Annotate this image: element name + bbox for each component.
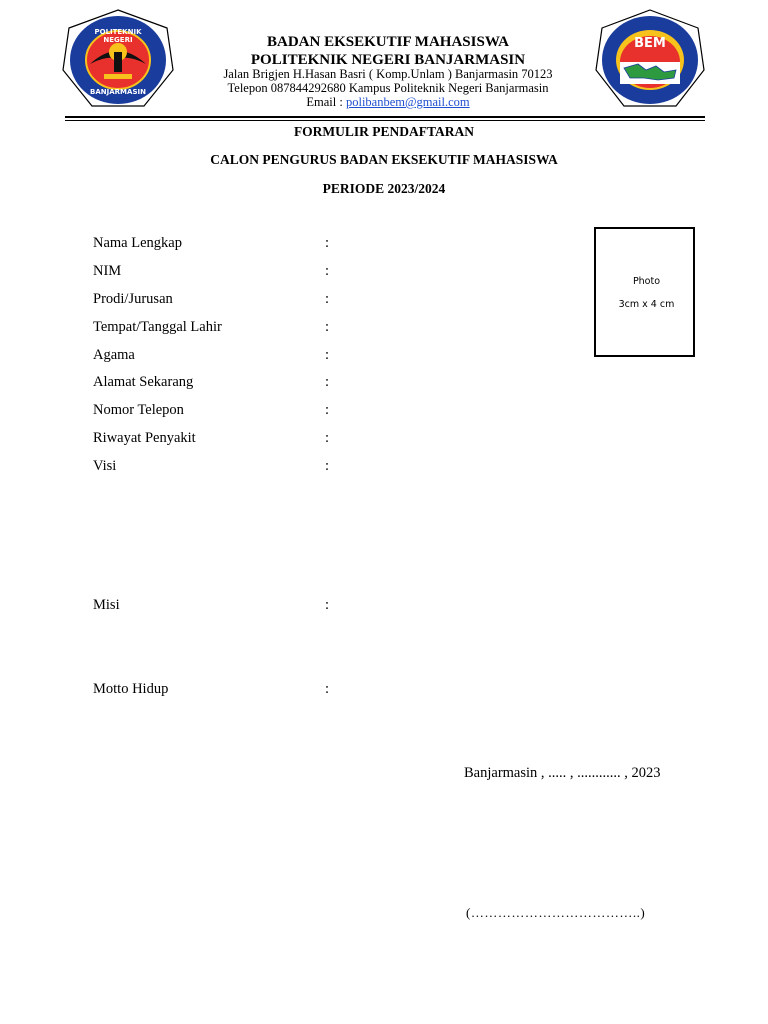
field-colon: : (325, 458, 330, 474)
place-date: Banjarmasin , ..... , ............ , 2023 (464, 765, 661, 781)
field-colon: : (325, 347, 330, 363)
photo-box[interactable] (594, 227, 695, 357)
field-colon: : (325, 374, 330, 390)
field-label-nomor-telepon: Nomor Telepon (93, 402, 184, 418)
field-label-nim: NIM (93, 263, 122, 279)
header-divider-thin (65, 120, 705, 121)
photo-label: Photo (632, 276, 661, 287)
form-title: FORMULIR PENDAFTARAN (293, 124, 475, 139)
logo-ring-text-top: POLITEKNIK NEGERI (94, 28, 142, 44)
institution-name: POLITEKNIK NEGERI BANJARMASIN (250, 52, 526, 68)
field-colon: : (325, 430, 330, 446)
header-divider-thick (65, 116, 705, 118)
field-colon: : (325, 597, 330, 613)
address: Jalan Brigjen H.Hasan Basri ( Komp.Unlam ) Banjarmasin 70123 (223, 67, 553, 81)
field-label-misi: Misi (93, 597, 120, 613)
field-label-visi: Visi (93, 458, 117, 474)
bem-logo (594, 8, 706, 112)
email-link[interactable]: polibanbem@gmail.com (345, 95, 470, 109)
email-line (178, 95, 598, 110)
field-label-prodi-jurusan: Prodi/Jurusan (93, 291, 173, 307)
logo-ring-text-bottom: BANJARMASIN (90, 88, 146, 96)
field-colon: : (325, 402, 330, 418)
org-name: BADAN EKSEKUTIF MAHASISWA (267, 34, 509, 50)
field-colon: : (325, 235, 330, 251)
field-label-motto-hidup: Motto Hidup (93, 681, 169, 697)
photo-size: 3cm x 4 cm (618, 299, 675, 310)
field-colon: : (325, 319, 330, 335)
form-subtitle: CALON PENGURUS BADAN EKSEKUTIF MAHASISWA (210, 152, 558, 167)
field-label-agama: Agama (93, 347, 135, 363)
field-label-alamat-sekarang: Alamat Sekarang (93, 374, 194, 390)
field-colon: : (325, 681, 330, 697)
field-label-riwayat-penyakit: Riwayat Penyakit (93, 430, 196, 446)
phone: Telepon 087844292680 Kampus Politeknik Negeri Banjarmasin (227, 81, 549, 95)
email-label: Email : (306, 95, 346, 109)
field-label-tempat-tanggal-lahir: Tempat/Tanggal Lahir (93, 319, 222, 335)
field-colon: : (325, 291, 330, 307)
bem-logo-text: BEM (634, 36, 666, 51)
field-colon: : (325, 263, 330, 279)
form-period: PERIODE 2023/2024 (322, 181, 446, 196)
signature-line: (………………………………..) (466, 905, 646, 920)
field-label-nama-lengkap: Nama Lengkap (93, 235, 182, 251)
poliban-logo (60, 8, 176, 112)
